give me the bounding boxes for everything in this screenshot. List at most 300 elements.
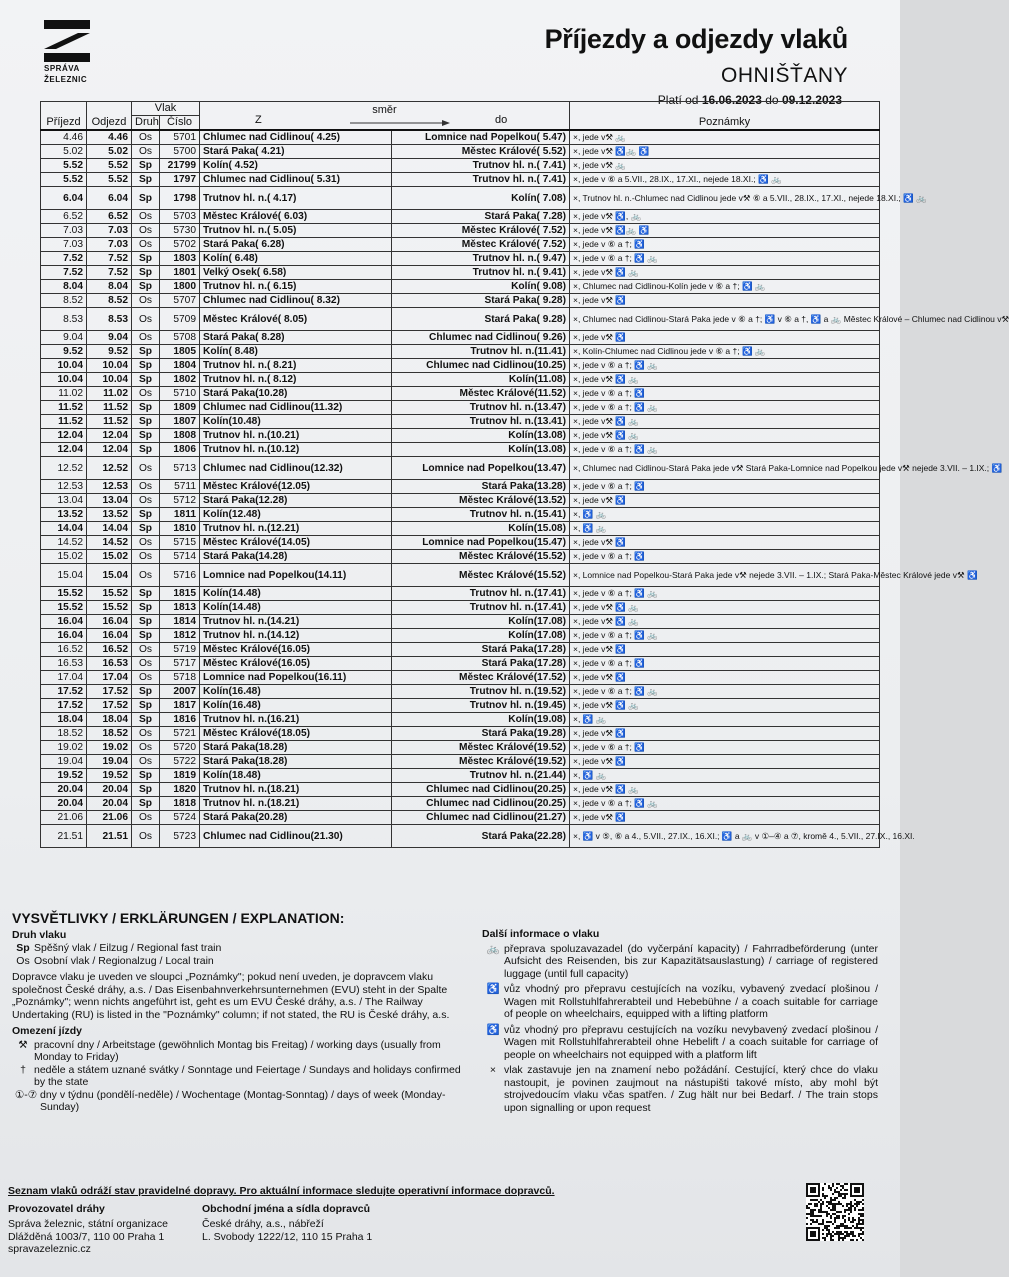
operator-website: spravazeleznic.cz — [8, 1243, 91, 1255]
destination-cell: Městec Králové(19.52) — [392, 741, 570, 755]
table-row — [41, 671, 880, 685]
info-nolift — [482, 1024, 878, 1062]
departure-cell: 10.04 — [87, 373, 132, 387]
origin-cell: Trutnov hl. n.(10.12) — [200, 443, 392, 457]
notes-cell: ×, jede v⚒ ♿ 🚲 — [570, 615, 880, 629]
train-number-cell: 1804 — [160, 359, 200, 373]
arrival-cell: 15.52 — [41, 601, 87, 615]
departure-cell: 12.04 — [87, 429, 132, 443]
train-number-cell: 5712 — [160, 494, 200, 508]
arrival-cell: 10.04 — [41, 359, 87, 373]
notes-cell: ×, jede v ⑥ a †; ♿ 🚲 — [570, 587, 880, 601]
col-header-direction — [200, 102, 570, 131]
train-type-cell: Sp — [132, 401, 160, 415]
train-type-cell: Sp — [132, 266, 160, 280]
destination-cell: Stará Paka(22.28) — [392, 825, 570, 848]
nolift-text: vůz vhodný pro přepravu cestujících na vozíku nevybavený zvedací plošinou / Wagen mit Rollstuhlfahrerabteil ohne Hebelift / a coach suitable for carriage of people on wheelchairs not equipped with a platform lift — [504, 1023, 878, 1061]
table-row — [41, 522, 880, 536]
origin-cell: Lomnice nad Popelkou(16.11) — [200, 671, 392, 685]
workdays-text: pracovní dny / Arbeitstage (gewöhnlich Montag bis Freitag) / working days (usually from Monday to Friday) — [34, 1038, 441, 1063]
valid-from: 16.06.2023 — [701, 93, 762, 107]
table-row — [41, 657, 880, 671]
destination-cell: Trutnov hl. n.(13.41) — [392, 415, 570, 429]
train-type-cell: Os — [132, 741, 160, 755]
table-row — [41, 783, 880, 797]
train-number-cell: 5723 — [160, 825, 200, 848]
train-type-cell: Os — [132, 811, 160, 825]
train-number-cell: 2007 — [160, 685, 200, 699]
col-header-type: Druh — [132, 116, 160, 131]
origin-cell: Kolín(10.48) — [200, 415, 392, 429]
info-bike — [482, 943, 878, 981]
notes-cell: ×, jede v⚒ ♿ — [570, 755, 880, 769]
arrival-cell: 7.03 — [41, 224, 87, 238]
table-row — [41, 401, 880, 415]
notes-cell: ×, jede v⚒ ♿ 🚲 — [570, 429, 880, 443]
arrival-cell: 12.53 — [41, 480, 87, 494]
notes-cell: ×, jede v ⑥ a †; ♿ 🚲 — [570, 685, 880, 699]
table-row — [41, 713, 880, 727]
origin-cell: Městec Králové(16.05) — [200, 643, 392, 657]
notes-cell: ×, ♿ 🚲 — [570, 713, 880, 727]
notes-cell: ×, jede v⚒ ♿ 🚲 — [570, 783, 880, 797]
footer — [8, 1185, 788, 1256]
notes-cell: ×, jede v⚒ ♿ — [570, 536, 880, 550]
train-type-cell: Sp — [132, 783, 160, 797]
origin-cell: Kolín(12.48) — [200, 508, 392, 522]
origin-cell: Chlumec nad Cidlinou(12.32) — [200, 457, 392, 480]
arrival-cell: 12.04 — [41, 429, 87, 443]
operator-heading: Provozovatel dráhy — [8, 1203, 105, 1215]
train-number-cell: 1798 — [160, 187, 200, 210]
departure-cell: 6.04 — [87, 187, 132, 210]
origin-cell: Stará Paka(18.28) — [200, 755, 392, 769]
destination-cell: Kolín(17.08) — [392, 629, 570, 643]
origin-cell: Stará Paka(12.28) — [200, 494, 392, 508]
departure-cell: 5.52 — [87, 173, 132, 187]
destination-cell: Městec Králové(19.52) — [392, 755, 570, 769]
train-type-cell: Os — [132, 657, 160, 671]
origin-cell: Trutnov hl. n.(12.21) — [200, 522, 392, 536]
origin-cell: Kolín(14.48) — [200, 587, 392, 601]
destination-cell: Městec Králové(13.52) — [392, 494, 570, 508]
notes-cell: ×, jede v⚒ ♿ 🚲 — [570, 415, 880, 429]
os-text: Osobní vlak / Regionalzug / Local train — [34, 954, 214, 967]
train-type-cell: Os — [132, 210, 160, 224]
notes-cell: ×, jede v ⑥ a †; ♿ 🚲 — [570, 443, 880, 457]
train-number-cell: 1800 — [160, 280, 200, 294]
train-type-cell: Os — [132, 480, 160, 494]
train-type-cell: Sp — [132, 443, 160, 457]
table-row — [41, 238, 880, 252]
departure-cell: 12.04 — [87, 443, 132, 457]
wheelchair-icon: ♿ — [486, 1023, 500, 1036]
weekdays-text: dny v týdnu (pondělí-neděle) / Wochentage (Montag-Sonntag) / days of week (Monday-Sunday) — [40, 1088, 446, 1113]
train-type-cell: Sp — [132, 797, 160, 811]
train-number-cell: 5716 — [160, 564, 200, 587]
train-number-cell: 5700 — [160, 145, 200, 159]
arrival-cell: 15.52 — [41, 587, 87, 601]
train-number-cell: 1815 — [160, 587, 200, 601]
train-number-cell: 1814 — [160, 615, 200, 629]
notes-cell: ×, jede v ⑥ a †; ♿ — [570, 238, 880, 252]
departure-cell: 8.53 — [87, 308, 132, 331]
carrier-line-1: České dráhy, a.s., nábřeží — [202, 1218, 324, 1230]
direction-arrow-icon — [350, 119, 450, 127]
origin-cell: Stará Paka(20.28) — [200, 811, 392, 825]
train-number-cell: 1807 — [160, 415, 200, 429]
arrival-cell: 20.04 — [41, 797, 87, 811]
train-type-cell: Sp — [132, 699, 160, 713]
table-row — [41, 210, 880, 224]
table-row — [41, 457, 880, 480]
destination-cell: Lomnice nad Popelkou(15.47) — [392, 536, 570, 550]
departure-cell: 8.52 — [87, 294, 132, 308]
weekday-numbers-icon: ①-⑦ — [14, 1088, 38, 1101]
departure-cell: 19.04 — [87, 755, 132, 769]
train-type-cell: Os — [132, 224, 160, 238]
arrival-cell: 13.52 — [41, 508, 87, 522]
train-number-cell: 5717 — [160, 657, 200, 671]
train-number-cell: 5707 — [160, 294, 200, 308]
destination-cell: Městec Králové( 7.52) — [392, 238, 570, 252]
train-number-cell: 1813 — [160, 601, 200, 615]
arrival-cell: 18.52 — [41, 727, 87, 741]
train-type-cell: Os — [132, 387, 160, 401]
table-row — [41, 130, 880, 145]
train-number-cell: 1809 — [160, 401, 200, 415]
train-type-cell: Sp — [132, 713, 160, 727]
footer-note: Seznam vlaků odráží stav pravidelné dopravy. Pro aktuální informace sledujte operativní informace dopravců. — [8, 1185, 555, 1197]
departure-cell: 15.04 — [87, 564, 132, 587]
departure-cell: 21.06 — [87, 811, 132, 825]
table-row — [41, 359, 880, 373]
validity-prefix: Platí od — [657, 93, 699, 107]
train-number-cell: 1810 — [160, 522, 200, 536]
notes-cell: ×, jede v⚒ ♿ — [570, 331, 880, 345]
from-label: Z — [255, 114, 262, 126]
origin-cell: Kolín( 8.48) — [200, 345, 392, 359]
arrival-cell: 15.02 — [41, 550, 87, 564]
bicycle-icon: 🚲 — [486, 942, 500, 955]
destination-cell: Chlumec nad Cidlinou(21.27) — [392, 811, 570, 825]
arrival-cell: 16.52 — [41, 643, 87, 657]
table-row — [41, 755, 880, 769]
arrival-cell: 5.52 — [41, 173, 87, 187]
origin-cell: Trutnov hl. n.(10.21) — [200, 429, 392, 443]
train-number-cell: 5719 — [160, 643, 200, 657]
table-row — [41, 159, 880, 173]
train-number-cell: 1820 — [160, 783, 200, 797]
table-row — [41, 224, 880, 238]
departure-cell: 13.52 — [87, 508, 132, 522]
arrival-cell: 17.04 — [41, 671, 87, 685]
train-type-heading: Druh vlaku — [12, 928, 67, 941]
origin-cell: Kolín( 4.52) — [200, 159, 392, 173]
destination-cell: Městec Králové(15.52) — [392, 564, 570, 587]
train-type-cell: Os — [132, 727, 160, 741]
restrictions-heading: Omezení jízdy — [12, 1025, 83, 1037]
col-header-departure: Odjezd — [87, 102, 132, 131]
destination-cell: Kolín(13.08) — [392, 429, 570, 443]
arrival-cell: 7.52 — [41, 266, 87, 280]
table-row — [41, 615, 880, 629]
train-number-cell: 5724 — [160, 811, 200, 825]
table-row — [41, 331, 880, 345]
departure-cell: 18.04 — [87, 713, 132, 727]
table-row — [41, 480, 880, 494]
notes-cell: ×, ♿ 🚲 — [570, 508, 880, 522]
origin-cell: Trutnov hl. n.( 8.12) — [200, 373, 392, 387]
departure-cell: 9.52 — [87, 345, 132, 359]
notes-cell: ×, jede v ⑥ a †; ♿ — [570, 550, 880, 564]
sz-logo — [44, 20, 94, 84]
table-row — [41, 266, 880, 280]
train-number-cell: 5703 — [160, 210, 200, 224]
arrival-cell: 9.52 — [41, 345, 87, 359]
departure-cell: 15.02 — [87, 550, 132, 564]
train-type-cell: Sp — [132, 373, 160, 387]
notes-cell: ×, jede v ⑥ a †; ♿ 🚲 — [570, 359, 880, 373]
table-row — [41, 741, 880, 755]
arrival-cell: 10.04 — [41, 373, 87, 387]
notes-cell: ×, jede v⚒ ♿ — [570, 727, 880, 741]
notes-cell: ×, Chlumec nad Cidlinou-Stará Paka jede v ⑥ a †; ♿ v ⑥ a †, ♿ a 🚲 Městec Králové – Chlumec nad Cidlinou v⚒ — [570, 308, 880, 331]
destination-cell: Městec Králové( 7.52) — [392, 224, 570, 238]
notes-cell: ×, jede v⚒ ♿ — [570, 811, 880, 825]
train-number-cell: 1816 — [160, 713, 200, 727]
departure-cell: 6.52 — [87, 210, 132, 224]
departure-cell: 18.52 — [87, 727, 132, 741]
train-number-cell: 1819 — [160, 769, 200, 783]
logo-text-2: ŽELEZNIC — [44, 75, 88, 84]
os-code: Os — [16, 954, 30, 967]
train-type-cell: Sp — [132, 252, 160, 266]
sz-logo-icon — [44, 20, 92, 62]
origin-cell: Chlumec nad Cidlinou( 8.32) — [200, 294, 392, 308]
destination-cell: Trutnov hl. n.( 7.41) — [392, 173, 570, 187]
origin-cell: Lomnice nad Popelkou(14.11) — [200, 564, 392, 587]
table-row — [41, 685, 880, 699]
notes-cell: ×, Chlumec nad Cidlinou-Kolín jede v ⑥ a †; ♿ 🚲 — [570, 280, 880, 294]
train-type-cell: Os — [132, 145, 160, 159]
origin-cell: Trutnov hl. n.(18.21) — [200, 783, 392, 797]
departure-cell: 11.02 — [87, 387, 132, 401]
destination-cell: Kolín(19.08) — [392, 713, 570, 727]
legend-heading: VYSVĚTLIVKY / ERKLÄRUNGEN / EXPLANATION: — [12, 910, 345, 926]
origin-cell: Trutnov hl. n.( 6.15) — [200, 280, 392, 294]
departure-cell: 7.03 — [87, 224, 132, 238]
arrival-cell: 19.04 — [41, 755, 87, 769]
logo-text-1: SPRÁVA — [44, 64, 80, 73]
notes-cell: ×, jede v⚒ 🚲 — [570, 130, 880, 145]
arrival-cell: 7.03 — [41, 238, 87, 252]
qr-code-icon[interactable] — [806, 1183, 864, 1241]
arrival-cell: 16.53 — [41, 657, 87, 671]
legend-os — [12, 955, 472, 968]
notes-cell: ×, jede v ⑥ a †; ♿ 🚲 — [570, 252, 880, 266]
train-type-cell: Sp — [132, 159, 160, 173]
notes-cell: ×, Trutnov hl. n.-Chlumec nad Cidlinou jede v⚒ ⑥ a 5.VII., 28.IX., 17.XI., nejede 18.XI.; ♿ 🚲 — [570, 187, 880, 210]
train-type-cell: Os — [132, 238, 160, 252]
table-row — [41, 587, 880, 601]
origin-cell: Městec Králové(18.05) — [200, 727, 392, 741]
departure-cell: 11.52 — [87, 415, 132, 429]
legend-sundays — [12, 1064, 472, 1089]
notes-cell: ×, jede v⚒ ♿ — [570, 643, 880, 657]
arrival-cell: 14.04 — [41, 522, 87, 536]
legend-sp — [12, 942, 472, 955]
train-number-cell: 1808 — [160, 429, 200, 443]
origin-cell: Chlumec nad Cidlinou( 5.31) — [200, 173, 392, 187]
train-type-cell: Sp — [132, 415, 160, 429]
arrival-cell: 5.52 — [41, 159, 87, 173]
notes-cell: ×, jede v⚒ ♿ 🚲 — [570, 373, 880, 387]
notes-cell: ×, jede v⚒ ♿🚲 ♿ — [570, 224, 880, 238]
table-row — [41, 629, 880, 643]
train-type-cell: Sp — [132, 508, 160, 522]
origin-cell: Kolín(18.48) — [200, 769, 392, 783]
arrival-cell: 5.02 — [41, 145, 87, 159]
destination-cell: Stará Paka( 9.28) — [392, 308, 570, 331]
arrival-cell: 16.04 — [41, 615, 87, 629]
table-row — [41, 811, 880, 825]
train-number-cell: 5721 — [160, 727, 200, 741]
notes-cell: ×, jede v ⑥ a 5.VII., 28.IX., 17.XI., nejede 18.XI.; ♿ 🚲 — [570, 173, 880, 187]
table-row — [41, 308, 880, 331]
table-row — [41, 415, 880, 429]
arrival-cell: 16.04 — [41, 629, 87, 643]
train-number-cell: 5720 — [160, 741, 200, 755]
train-type-cell: Sp — [132, 345, 160, 359]
arrival-cell: 13.04 — [41, 494, 87, 508]
train-number-cell: 1803 — [160, 252, 200, 266]
departure-cell: 20.04 — [87, 783, 132, 797]
table-row — [41, 443, 880, 457]
arrival-cell: 8.52 — [41, 294, 87, 308]
train-number-cell: 1797 — [160, 173, 200, 187]
destination-cell: Stará Paka( 9.28) — [392, 294, 570, 308]
notes-cell: ×, jede v ⑥ a †; ♿ — [570, 480, 880, 494]
destination-cell: Kolín( 7.08) — [392, 187, 570, 210]
destination-cell: Trutnov hl. n.( 7.41) — [392, 159, 570, 173]
destination-cell: Stará Paka(19.28) — [392, 727, 570, 741]
arrival-cell: 8.04 — [41, 280, 87, 294]
request-text: vlak zastavuje jen na znamení nebo požádání. Cestující, který chce do vlaku nastoupit, je povinen zaujmout na nástupišti takové místo, aby mohl být strojvedoucím vlaku včas spatřen. / Zug hält nur bei Bedarf. / The train stops upon signalling or upon request — [504, 1064, 878, 1114]
lift-text: vůz vhodný pro přepravu cestujících na vozíku, vybavený zvedací plošinou / Wagen mit Rollstuhlfahrerabteil und Hebebühne / a coach suitable for carriage of people on wheelchairs, equipped with a lifting platform — [504, 983, 878, 1020]
destination-cell: Kolín(17.08) — [392, 615, 570, 629]
origin-cell: Trutnov hl. n.(14.12) — [200, 629, 392, 643]
notes-cell: ×, jede v⚒ ♿ — [570, 294, 880, 308]
train-number-cell: 5709 — [160, 308, 200, 331]
train-number-cell: 1811 — [160, 508, 200, 522]
departure-cell: 10.04 — [87, 359, 132, 373]
train-type-cell: Os — [132, 755, 160, 769]
notes-cell: ×, ♿ 🚲 — [570, 522, 880, 536]
destination-cell: Chlumec nad Cidlinou( 9.26) — [392, 331, 570, 345]
destination-cell: Trutnov hl. n.( 9.47) — [392, 252, 570, 266]
departure-cell: 14.04 — [87, 522, 132, 536]
info-request — [482, 1064, 878, 1114]
table-row — [41, 536, 880, 550]
departure-cell: 17.52 — [87, 685, 132, 699]
departure-cell: 16.04 — [87, 629, 132, 643]
table-row — [41, 825, 880, 848]
train-type-cell: Os — [132, 130, 160, 145]
carrier-line-2: L. Svobody 1222/12, 110 15 Praha 1 — [202, 1230, 373, 1243]
notes-cell: ×, jede v ⑥ a †; ♿ — [570, 657, 880, 671]
info-heading: Další informace o vlaku — [482, 928, 600, 940]
train-number-cell: 5711 — [160, 480, 200, 494]
train-number-cell: 5714 — [160, 550, 200, 564]
origin-cell: Stará Paka(18.28) — [200, 741, 392, 755]
train-number-cell: 1818 — [160, 797, 200, 811]
departure-cell: 21.51 — [87, 825, 132, 848]
destination-cell: Stará Paka( 7.28) — [392, 210, 570, 224]
notes-cell: ×, Kolín-Chlumec nad Cidlinou jede v ⑥ a †; ♿ 🚲 — [570, 345, 880, 359]
notes-cell: ×, jede v ⑥ a †; ♿ 🚲 — [570, 797, 880, 811]
info-lift — [482, 983, 878, 1021]
departure-cell: 17.04 — [87, 671, 132, 685]
origin-cell: Trutnov hl. n.( 8.21) — [200, 359, 392, 373]
destination-cell: Kolín( 9.08) — [392, 280, 570, 294]
origin-cell: Stará Paka( 4.21) — [200, 145, 392, 159]
origin-cell: Městec Králové(14.05) — [200, 536, 392, 550]
arrival-cell: 7.52 — [41, 252, 87, 266]
notes-cell: ×, jede v ⑥ a †; ♿ — [570, 387, 880, 401]
train-type-cell: Os — [132, 536, 160, 550]
origin-cell: Kolín( 6.48) — [200, 252, 392, 266]
operator-line-1: Správa železnic, státní organizace — [8, 1218, 168, 1230]
table-row — [41, 550, 880, 564]
arrival-cell: 17.52 — [41, 699, 87, 713]
page-title: Příjezdy a odjezdy vlaků — [544, 24, 848, 54]
train-type-cell: Os — [132, 308, 160, 331]
origin-cell: Městec Králové(12.05) — [200, 480, 392, 494]
train-type-cell: Sp — [132, 359, 160, 373]
train-type-cell: Os — [132, 643, 160, 657]
train-type-cell: Os — [132, 825, 160, 848]
origin-cell: Městec Králové( 6.03) — [200, 210, 392, 224]
origin-cell: Stará Paka(10.28) — [200, 387, 392, 401]
cross-icon: † — [20, 1063, 26, 1076]
sp-text: Spěšný vlak / Eilzug / Regional fast train — [34, 942, 222, 954]
train-number-cell: 5701 — [160, 130, 200, 145]
notes-cell: ×, jede v⚒ ♿ — [570, 671, 880, 685]
notes-cell: ×, jede v⚒ ♿🚲 ♿ — [570, 145, 880, 159]
arrival-cell: 8.53 — [41, 308, 87, 331]
col-header-train: Vlak — [132, 102, 200, 116]
departure-cell: 8.04 — [87, 280, 132, 294]
train-number-cell: 5715 — [160, 536, 200, 550]
table-row — [41, 643, 880, 657]
departure-cell: 9.04 — [87, 331, 132, 345]
train-type-cell: Os — [132, 671, 160, 685]
departure-cell: 5.52 — [87, 159, 132, 173]
destination-cell: Městec Králové(11.52) — [392, 387, 570, 401]
table-row — [41, 173, 880, 187]
col-header-number: Číslo — [160, 116, 200, 131]
table-row — [41, 727, 880, 741]
train-type-cell: Os — [132, 331, 160, 345]
train-number-cell: 1801 — [160, 266, 200, 280]
train-info — [482, 928, 878, 1117]
origin-cell: Trutnov hl. n.(16.21) — [200, 713, 392, 727]
origin-cell: Chlumec nad Cidlinou(21.30) — [200, 825, 392, 848]
train-type-cell: Sp — [132, 629, 160, 643]
arrival-cell: 20.04 — [41, 783, 87, 797]
operator-block — [8, 1203, 202, 1256]
